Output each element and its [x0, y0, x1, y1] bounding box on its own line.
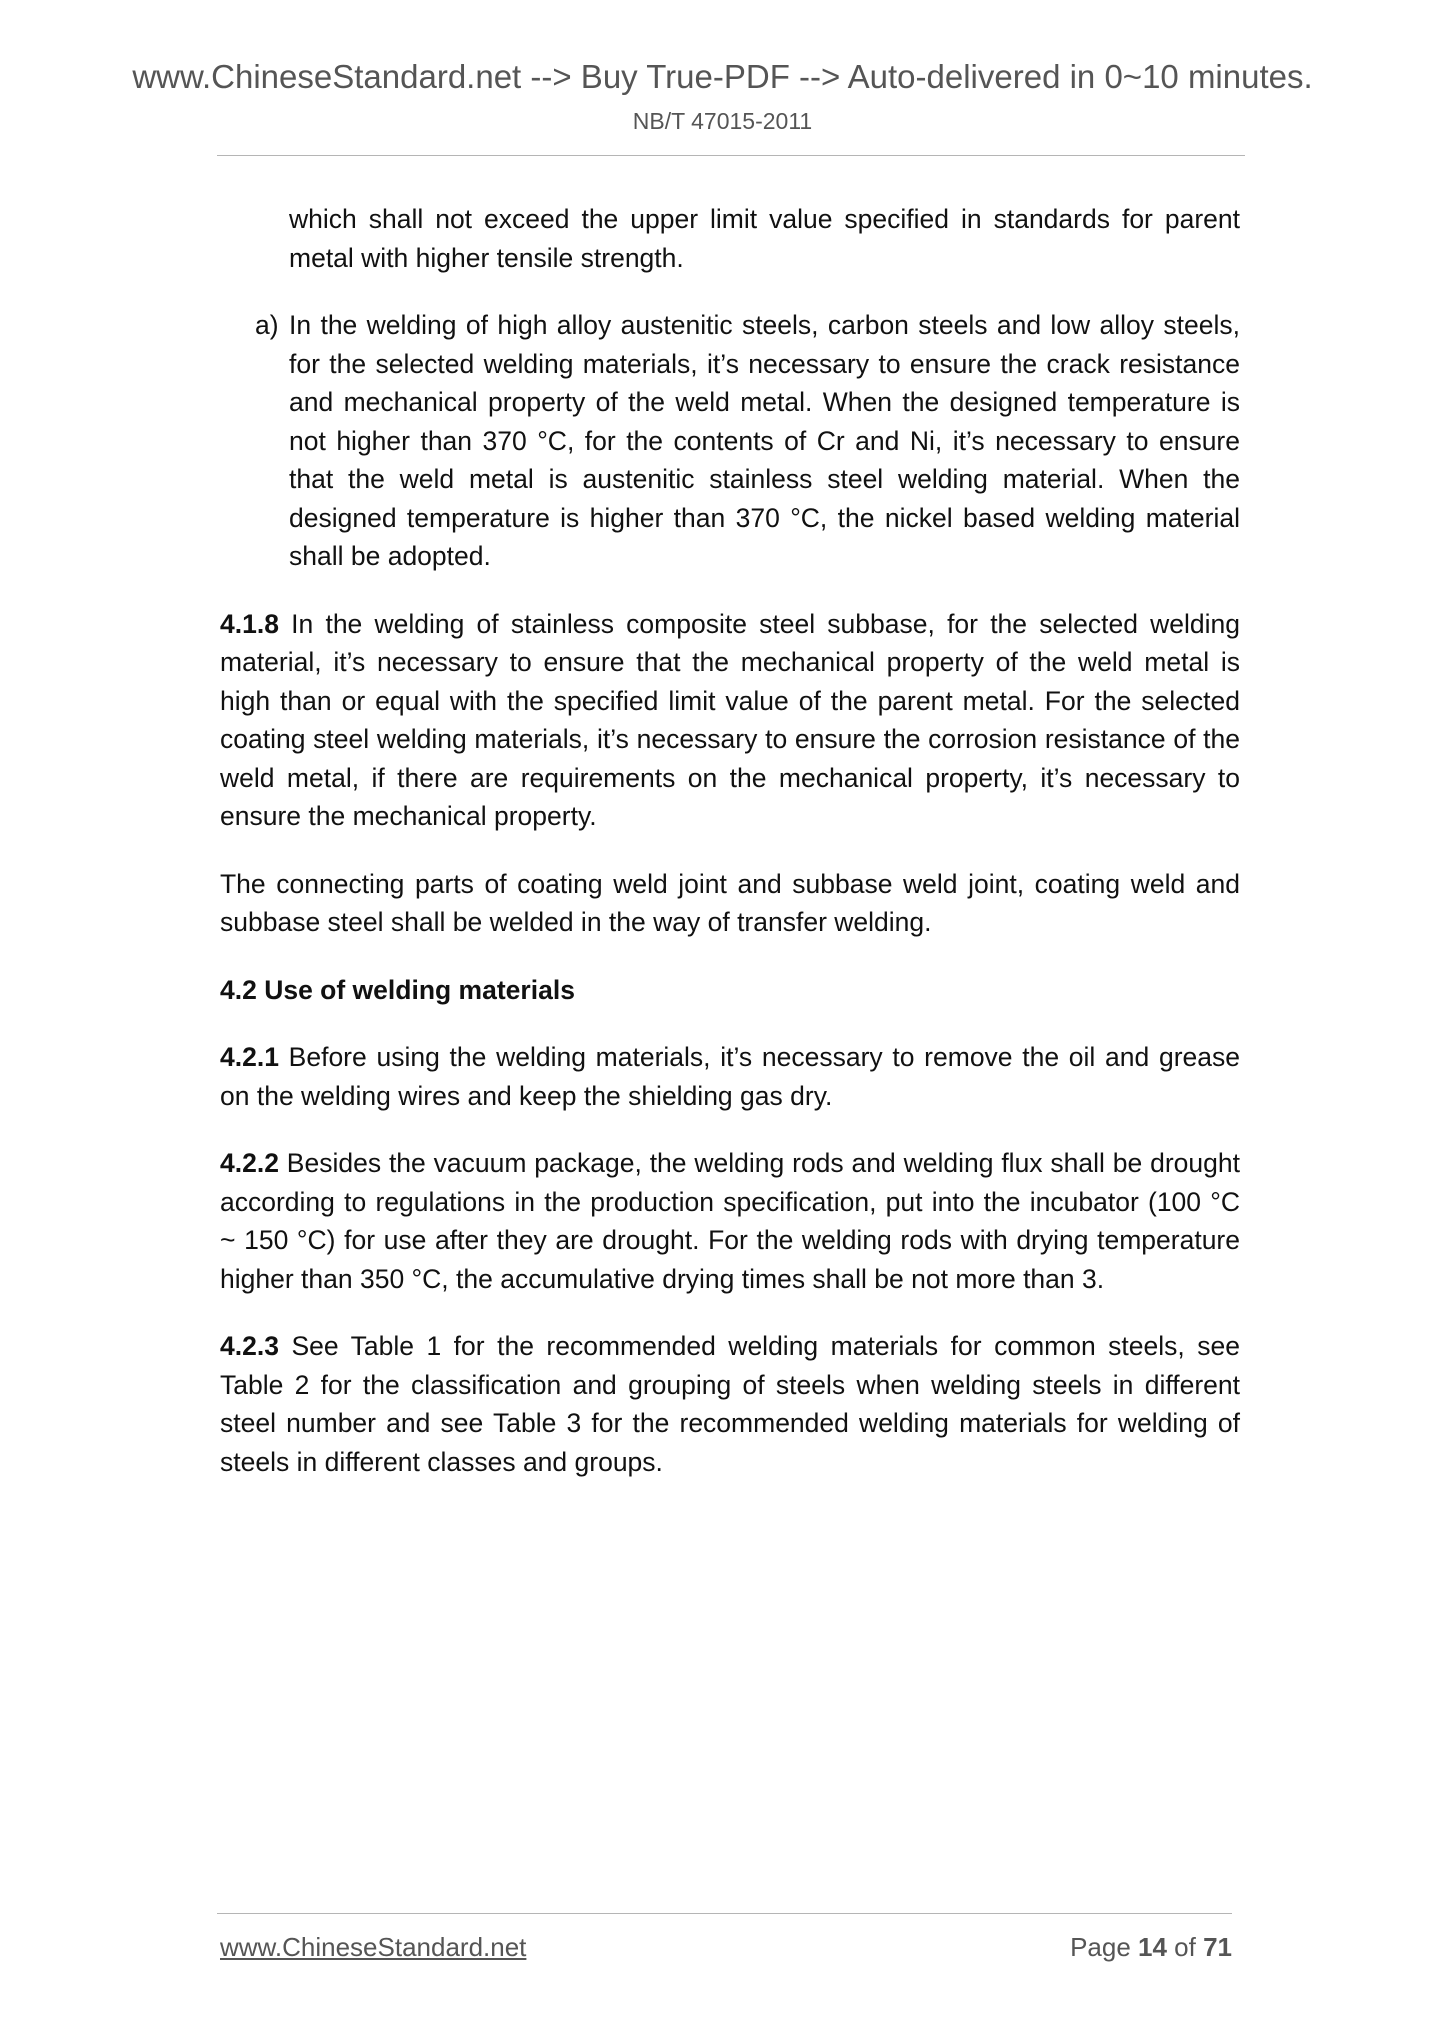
page-indicator	[1070, 1932, 1232, 1963]
page-current: 14	[1138, 1932, 1167, 1962]
page-total: 71	[1203, 1932, 1232, 1962]
page-body	[220, 200, 1240, 1481]
clause-4-1-8	[220, 605, 1240, 836]
footer-divider	[217, 1913, 1232, 1914]
clause-text: Before using the welding materials, it’s necessary to remove the oil and grease on the welding wires and keep the shielding gas dry.	[220, 1042, 1240, 1111]
clause-text: In the welding of stainless composite steel subbase, for the selected welding material, it’s necessary to ensure that the mechanical property of the weld metal is high than or equal with the specified limit value of the parent metal. For the selected coating steel welding materials, it’s necessary to ensure the corrosion resistance of the weld metal, if there are requirements on the mechanical property, it’s necessary to ensure the mechanical property.	[220, 608, 1240, 831]
paragraph-connecting-parts: The connecting parts of coating weld joint and subbase weld joint, coating weld and subbase steel shall be welded in the way of transfer welding.	[220, 868, 1240, 937]
clause-number: 4.2.2	[220, 1148, 279, 1178]
clause-number: 4.2.3	[220, 1331, 279, 1361]
clause-number: 4.1.8	[220, 608, 279, 639]
clause-4-2-3	[220, 1327, 1240, 1481]
page-prefix: Page	[1070, 1932, 1139, 1962]
list-item-a	[220, 306, 1240, 576]
section-heading-4-2: 4.2 Use of welding materials	[220, 974, 575, 1005]
document-number: NB/T 47015-2011	[632, 108, 813, 134]
header-banner: www.ChineseStandard.net --> Buy True-PDF --> Auto-delivered in 0~10 minutes.	[132, 58, 1313, 95]
clause-4-2-2	[220, 1144, 1240, 1298]
page-of: of	[1166, 1932, 1204, 1962]
list-item-text: In the welding of high alloy austenitic steels, carbon steels and low alloy steels, for the selected welding materials, it’s necessary to ensure the crack resistance and mechanical property of the weld metal. When the designed temperature is not higher than 370 °C, for the contents of Cr and Ni, it’s necessary to ensure that the weld metal is austenitic stainless steel welding material. When the designed temperature is higher than 370 °C, the nickel based welding material shall be adopted.	[289, 310, 1240, 571]
clause-text: See Table 1 for the recommended welding materials for common steels, see Table 2 for the classification and grouping of steels when welding steels in different steel number and see Table 3 for the recommended welding materials for welding of steels in different classes and groups.	[220, 1331, 1240, 1477]
clause-4-2-1	[220, 1038, 1240, 1115]
header-divider	[217, 155, 1245, 156]
clause-text: Besides the vacuum package, the welding rods and welding flux shall be drought according to regulations in the production specification, put into the incubator (100 °C ~ 150 °C) for use after they are drought. For the welding rods with drying temperature higher than 350 °C, the accumulative drying times shall be not more than 3.	[220, 1148, 1240, 1294]
continuation-paragraph: which shall not exceed the upper limit value specified in standards for parent metal with higher tensile strength.	[289, 204, 1240, 273]
footer-website-link[interactable]: www.ChineseStandard.net	[220, 1932, 527, 1962]
clause-number: 4.2.1	[220, 1042, 279, 1072]
list-item-label: a)	[255, 310, 279, 340]
